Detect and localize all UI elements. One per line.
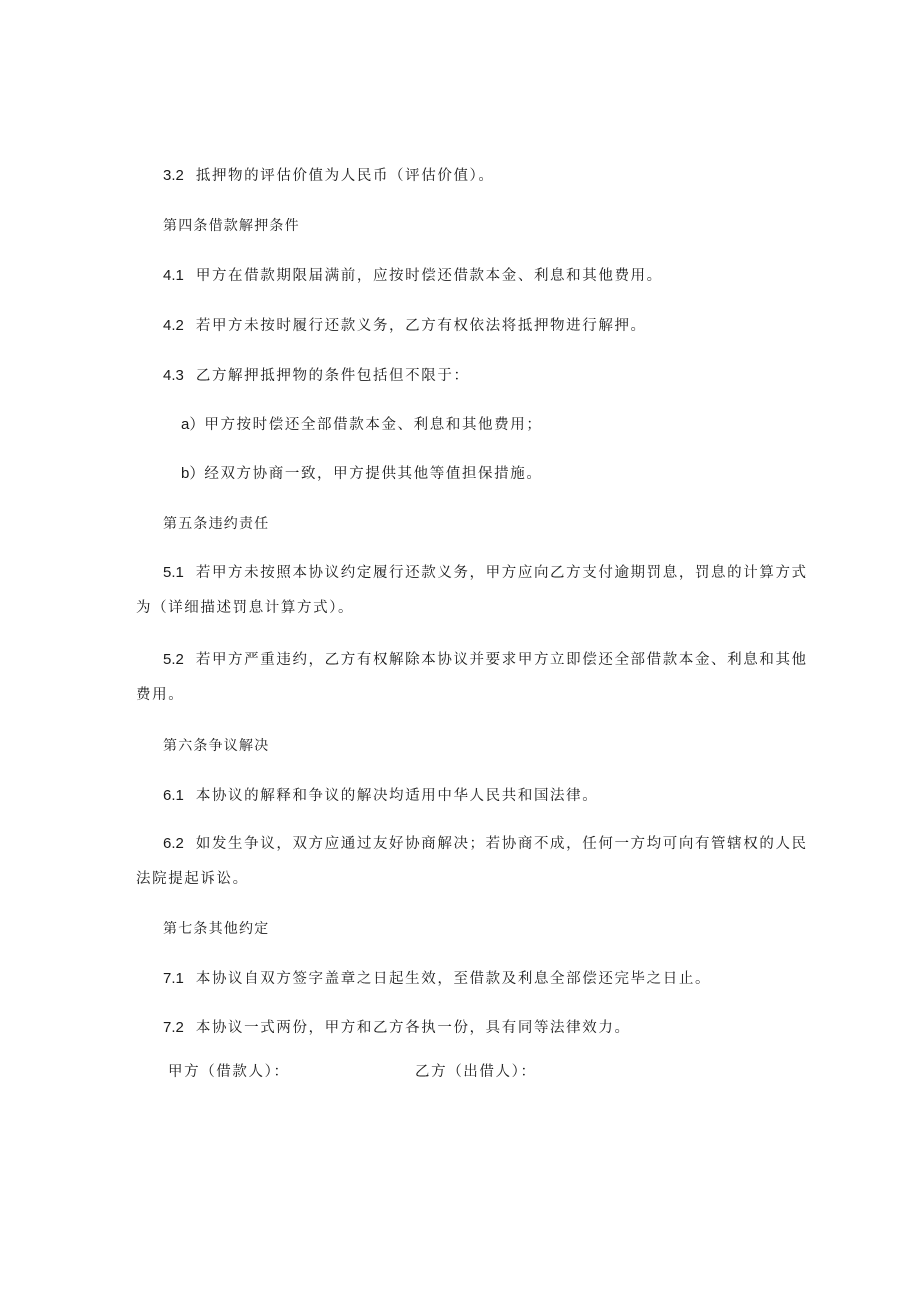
- clause-5-2: [163, 650, 808, 670]
- clause-number: 5.2: [163, 651, 184, 668]
- clause-number: 6.2: [163, 835, 184, 852]
- clause-5-2-continuation: 费用。: [136, 687, 185, 703]
- clause-text: 本协议的解释和争议的解决均适用中华人民共和国法律。: [195, 788, 599, 804]
- article-heading-5: 第五条违约责任: [163, 516, 270, 532]
- clause-text: 抵押物的评估价值为人民币（评估价值）。: [195, 168, 495, 184]
- clause-number: 4.3: [163, 367, 184, 384]
- clause-text: 乙方解押抵押物的条件包括但不限于：: [195, 368, 470, 384]
- list-item-text: 甲方按时偿还全部借款本金、利息和其他费用；: [204, 417, 543, 433]
- clause-number: 6.1: [163, 787, 184, 804]
- signature-party-b: 乙方（出借人）：: [415, 1064, 537, 1080]
- clause-3-2: [163, 166, 495, 186]
- clause-7-2: [163, 1018, 631, 1038]
- clause-text: 本协议自双方签字盖章之日起生效，至借款及利息全部偿还完毕之日止。: [195, 971, 712, 987]
- list-item-a: [181, 415, 542, 435]
- clause-number: 3.2: [163, 167, 184, 184]
- clause-7-1: [163, 969, 711, 989]
- clause-4-2: [163, 316, 647, 336]
- clause-5-1: [163, 563, 808, 583]
- article-heading-6: 第六条争议解决: [163, 738, 270, 754]
- article-heading-7: 第七条其他约定: [163, 921, 270, 937]
- clause-text: 甲方在借款期限届满前，应按时偿还借款本金、利息和其他费用。: [195, 268, 663, 284]
- list-item-label: a）: [181, 416, 205, 433]
- article-heading-4: 第四条借款解押条件: [163, 218, 300, 234]
- clause-text: 若甲方未按时履行还款义务，乙方有权依法将抵押物进行解押。: [195, 318, 647, 334]
- clause-text: 如发生争议，双方应通过友好协商解决；若协商不成，任何一方均可向有管辖权的人民: [195, 836, 808, 852]
- list-item-b: [181, 464, 542, 484]
- clause-4-3: [163, 366, 470, 386]
- clause-number: 4.1: [163, 267, 184, 284]
- clause-number: 5.1: [163, 564, 184, 581]
- clause-6-2: [163, 834, 808, 854]
- list-item-label: b）: [181, 465, 205, 482]
- clause-text: 若甲方未按照本协议约定履行还款义务，甲方应向乙方支付逾期罚息，罚息的计算方式: [195, 565, 808, 581]
- clause-4-1: [163, 266, 663, 286]
- clause-6-2-continuation: 法院提起诉讼。: [136, 871, 249, 887]
- clause-text: 本协议一式两份，甲方和乙方各执一份，具有同等法律效力。: [195, 1020, 631, 1036]
- clause-number: 7.2: [163, 1019, 184, 1036]
- clause-number: 4.2: [163, 317, 184, 334]
- clause-6-1: [163, 786, 598, 806]
- clause-number: 7.1: [163, 970, 184, 987]
- clause-5-1-continuation: 为（详细描述罚息计算方式）。: [136, 600, 355, 616]
- clause-text: 若甲方严重违约，乙方有权解除本协议并要求甲方立即偿还全部借款本金、利息和其他: [195, 652, 808, 668]
- signature-party-a: 甲方（借款人）：: [168, 1064, 290, 1080]
- list-item-text: 经双方协商一致，甲方提供其他等值担保措施。: [204, 466, 543, 482]
